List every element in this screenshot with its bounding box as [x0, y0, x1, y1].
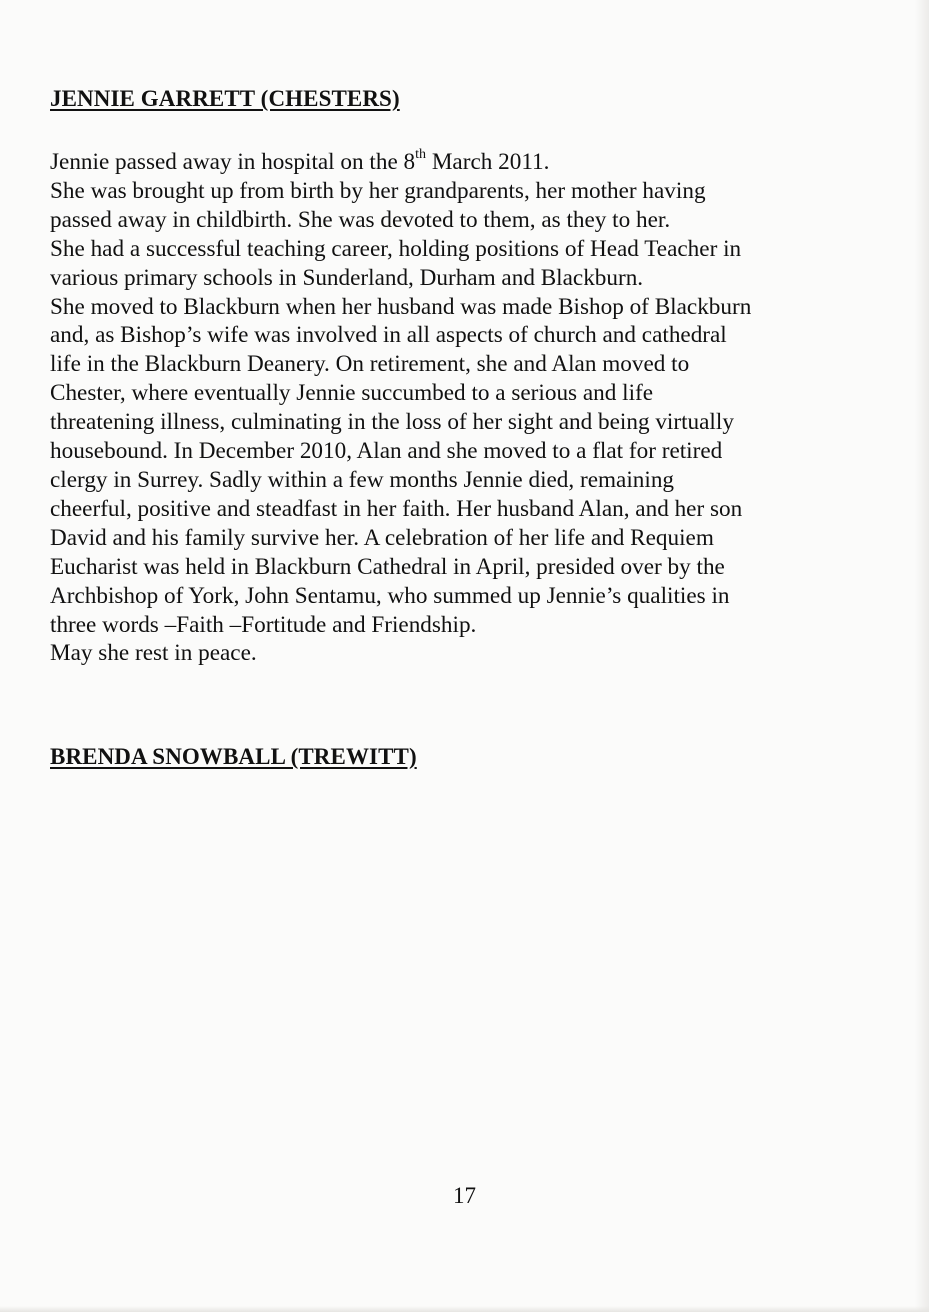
- text-line: Eucharist was held in Blackburn Cathedral in April, presided over by the: [50, 553, 725, 580]
- text-line: [50, 148, 900, 177]
- text-line: She had a successful teaching career, holding positions of Head Teacher in: [50, 235, 742, 262]
- text-line: She moved to Blackburn when her husband was made Bishop of Blackburn: [50, 293, 752, 320]
- section-heading-brenda-snowball: BRENDA SNOWBALL (TREWITT): [50, 744, 417, 769]
- text-line: cheerful, positive and steadfast in her faith. Her husband Alan, and her son: [50, 495, 743, 522]
- text-line: three words –Faith –Fortitude and Friendship.: [50, 611, 477, 638]
- text-line: Chester, where eventually Jennie succumbed to a serious and life: [50, 380, 654, 407]
- text-line-prefix: Jennie passed away in hospital on the 8: [50, 149, 416, 175]
- text-line: May she rest in peace.: [50, 640, 257, 667]
- text-line-suffix: March 2011.: [426, 149, 550, 175]
- text-line: She was brought up from birth by her grandparents, her mother having: [50, 177, 706, 204]
- text-line: threatening illness, culminating in the loss of her sight and being virtually: [50, 409, 734, 436]
- text-line: and, as Bishop’s wife was involved in all aspects of church and cathedral: [50, 322, 727, 349]
- section-heading-jennie-garrett: JENNIE GARRETT (CHESTERS): [50, 86, 400, 111]
- page-number: 17: [453, 1183, 476, 1208]
- text-line: housebound. In December 2010, Alan and she moved to a flat for retired: [50, 438, 723, 465]
- text-line: passed away in childbirth. She was devoted to them, as they to her.: [50, 206, 671, 233]
- text-line: Archbishop of York, John Sentamu, who summed up Jennie’s qualities in: [50, 582, 730, 609]
- page-edge-shadow: [915, 0, 929, 1312]
- ordinal-superscript: th: [415, 147, 427, 163]
- obituary-text: [50, 148, 900, 668]
- text-line: life in the Blackburn Deanery. On retirement, she and Alan moved to: [50, 351, 690, 378]
- text-line: David and his family survive her. A celebration of her life and Requiem: [50, 524, 714, 551]
- page-bottom-edge: [0, 1306, 929, 1312]
- text-line: various primary schools in Sunderland, Durham and Blackburn.: [50, 264, 644, 291]
- text-line: clergy in Surrey. Sadly within a few months Jennie died, remaining: [50, 466, 675, 493]
